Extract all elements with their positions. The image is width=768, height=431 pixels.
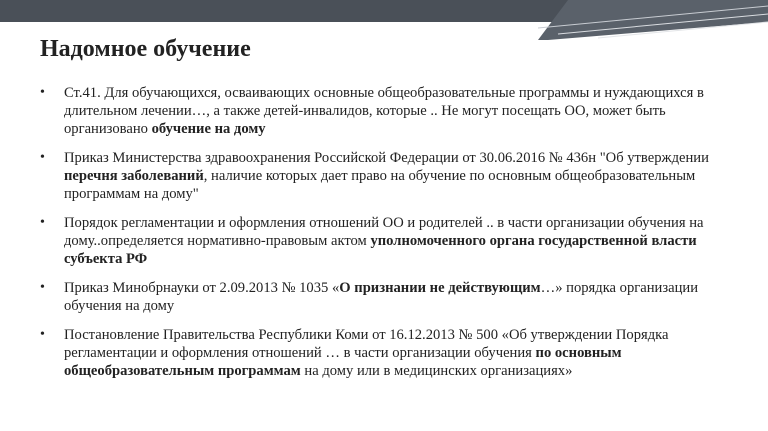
bullet-bold-text: по основным общеобразовательным программам bbox=[64, 345, 622, 379]
bullet-bold-text: уполномоченного органа государственной власти субъекта РФ bbox=[64, 233, 697, 267]
bullet-text: …» порядка организации обучения на дому bbox=[64, 280, 699, 314]
bullet-item bbox=[36, 84, 748, 138]
bullet-item bbox=[36, 279, 748, 315]
bullet-bold-text: О признании не действующим bbox=[339, 280, 541, 296]
bullet-dot: • bbox=[40, 85, 45, 100]
bullet-text: Ст.41. Для обучающихся, осваивающих основные общеобразовательные программы и нуждающихся в длительном лечении…, а также детей-инвалидов, которые .. Не могут посещать ОО, может быть организовано bbox=[64, 85, 704, 137]
corner-decoration bbox=[538, 0, 768, 40]
bullet-item bbox=[36, 149, 748, 203]
bullet-text: Приказ Минобрнауки от 2.09.2013 № 1035 « bbox=[64, 280, 340, 296]
bullet-text: , наличие которых дает право на обучение по основным общеобразовательным программам на дому" bbox=[64, 168, 696, 202]
bullet-item bbox=[36, 326, 748, 380]
bullet-bold-text: обучение на дому bbox=[151, 121, 266, 137]
bullet-text: Порядок регламентации и оформления отношений ОО и родителей .. в части организации обучения на дому..определяется нормативно-правовым актом bbox=[64, 215, 704, 249]
bullet-dot: • bbox=[40, 150, 45, 165]
bullet-dot: • bbox=[40, 215, 45, 230]
bullet-item bbox=[36, 214, 748, 268]
bullet-dot: • bbox=[40, 280, 45, 295]
bullet-text: Приказ Министерства здравоохранения Российской Федерации от 30.06.2016 № 436н "Об утверждении bbox=[64, 150, 709, 166]
slide-title: Надомное обучение bbox=[40, 36, 251, 62]
bullet-list bbox=[36, 84, 748, 391]
bullet-bold-text: перечня заболеваний bbox=[64, 168, 204, 184]
bullet-text: Постановление Правительства Республики Коми от 16.12.2013 № 500 «Об утверждении Порядка регламентации и оформления отношений … в части организации обучения bbox=[64, 327, 669, 361]
bullet-text: на дому или в медицинских организациях» bbox=[300, 363, 573, 379]
bullet-dot: • bbox=[40, 327, 45, 342]
